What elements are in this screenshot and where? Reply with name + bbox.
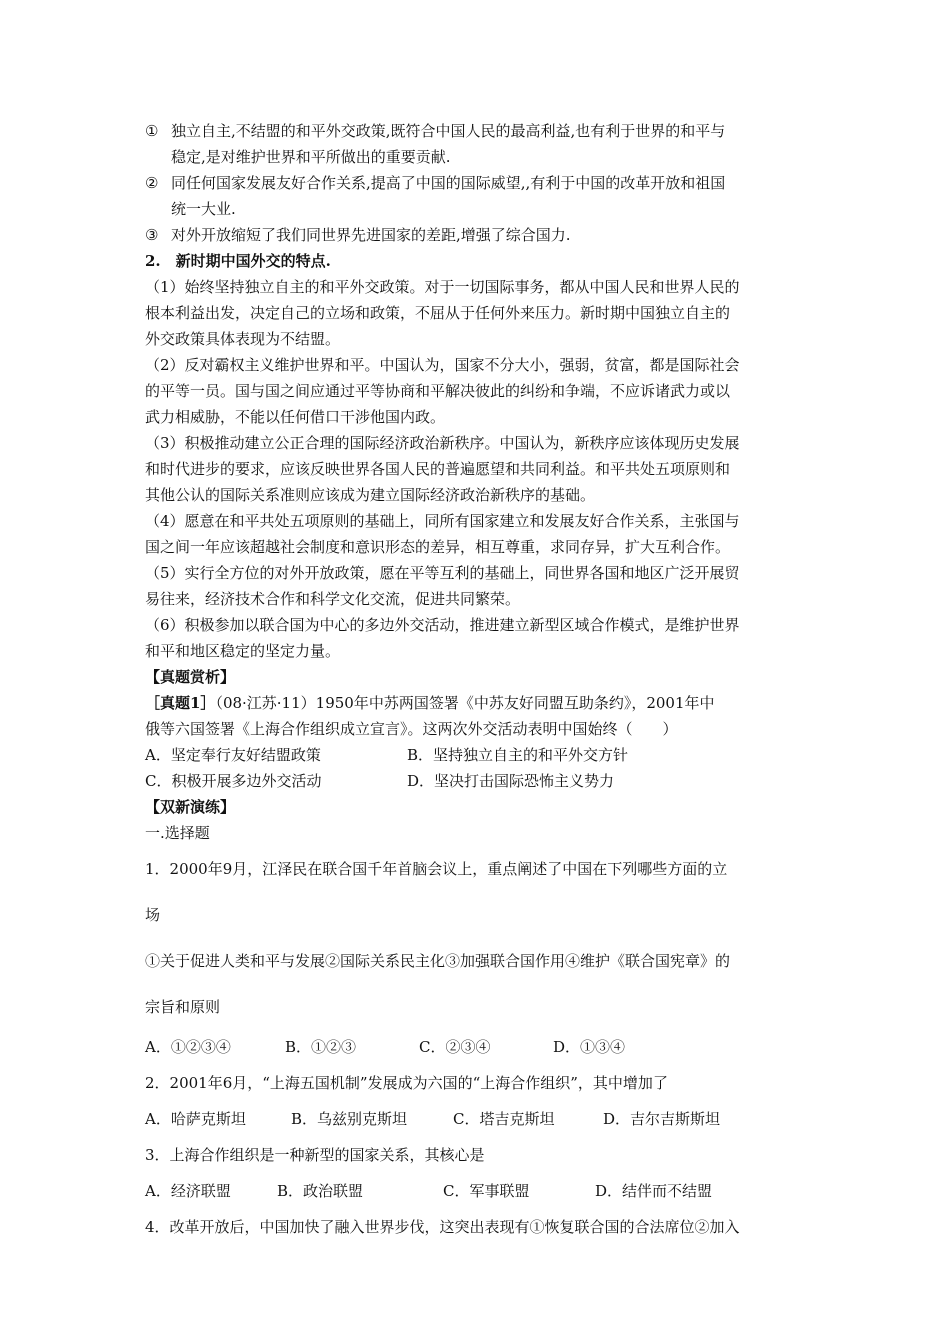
list-text: 稳定,是对维护世界和平所做出的重要贡献. — [171, 148, 451, 166]
feature-paragraph — [145, 352, 810, 430]
question-text: ①关于促进人类和平与发展②国际关系民主化③加强联合国作用④维护《联合国宪章》的 — [145, 952, 731, 970]
option: A．坚定奉行友好结盟政策 — [145, 746, 321, 764]
question-text: 1．2000年9月，江泽民在联合国千年首脑会议上，重点阐述了中国在下列哪些方面的立 — [145, 860, 728, 878]
list-item — [145, 170, 810, 222]
option-row — [145, 1178, 810, 1204]
question-text: 3．上海合作组织是一种新型的国家关系，其核心是 — [145, 1146, 485, 1164]
paragraph-line: 武力相威胁，不能以任何借口干涉他国内政。 — [145, 408, 446, 426]
option: D．①③④ — [553, 1038, 626, 1056]
option: A．哈萨克斯坦 — [145, 1110, 246, 1128]
paragraph-line: 和时代进步的要求，应该反映世界各国人民的普遍愿望和共同利益。和平共处五项原则和 — [145, 460, 731, 478]
question-item — [145, 856, 810, 1060]
question-item — [145, 1142, 810, 1204]
feature-paragraph — [145, 430, 810, 508]
list-marker: ① — [145, 122, 159, 140]
option-row — [145, 1106, 810, 1132]
benefit-list — [145, 118, 810, 248]
question-text: 宗旨和原则 — [145, 998, 221, 1016]
option-row — [145, 768, 810, 794]
paragraph-line: （1）始终坚持独立自主的和平外交政策。对于一切国际事务，都从中国人民和世界人民的 — [145, 278, 740, 296]
question-list — [145, 856, 810, 1240]
paragraph-line: （5）实行全方位的对外开放政策，愿在平等互利的基础上，同世界各国和地区广泛开展贸 — [145, 564, 740, 582]
paragraph-line: 易往来，经济技术合作和科学文化交流，促进共同繁荣。 — [145, 590, 521, 608]
section-heading: 2. 新时期中国外交的特点. — [145, 252, 331, 270]
paragraph-line: （6）积极参加以联合国为中心的多边外交活动，推进建立新型区域合作模式，是维护世界 — [145, 616, 740, 634]
list-item — [145, 222, 810, 248]
option: B．乌兹别克斯坦 — [291, 1110, 408, 1128]
list-text: 统一大业. — [171, 200, 236, 218]
option: B．①②③ — [285, 1038, 357, 1056]
list-marker: ③ — [145, 226, 159, 244]
document-page — [145, 118, 810, 1240]
question-item — [145, 1070, 810, 1132]
option: B．坚持独立自主的和平外交方针 — [407, 746, 629, 764]
question-label: ［真题1］ — [145, 694, 216, 712]
question-text: 场 — [145, 906, 161, 924]
list-text: 独立自主,不结盟的和平外交政策,既符合中国人民的最高利益,也有利于世界的和平与 — [171, 122, 726, 140]
paragraph-line: 和平和地区稳定的坚定力量。 — [145, 642, 341, 660]
option: C．塔吉克斯坦 — [453, 1110, 555, 1128]
paragraph-line: （3）积极推动建立公正合理的国际经济政治新秩序。中国认为，新秩序应该体现历史发展 — [145, 434, 740, 452]
feature-paragraph — [145, 560, 810, 612]
list-text: 同任何国家发展友好合作关系,提高了中国的国际威望,,有利于中国的改革开放和祖国 — [171, 174, 726, 192]
paragraph-line: （4）愿意在和平共处五项原则的基础上，同所有国家建立和发展友好合作关系，主张国与 — [145, 512, 740, 530]
option-row — [145, 742, 810, 768]
question-text: 俄等六国签署《上海合作组织成立宣言》。这两次外交活动表明中国始终（ ） — [145, 720, 678, 738]
option-row — [145, 1034, 810, 1060]
option: A．经济联盟 — [145, 1182, 231, 1200]
option: C．军事联盟 — [443, 1182, 530, 1200]
paragraph-line: （2）反对霸权主义维护世界和平。中国认为，国家不分大小，强弱，贫富，都是国际社会 — [145, 356, 740, 374]
question-text: 4．改革开放后，中国加快了融入世界步伐，这突出表现有①恢复联合国的合法席位②加入 — [145, 1218, 740, 1236]
option: D．结伴而不结盟 — [595, 1182, 713, 1200]
question-type-label: 一.选择题 — [145, 824, 210, 842]
option: D．坚决打击国际恐怖主义势力 — [407, 772, 615, 790]
features-list — [145, 274, 810, 664]
option: B．政治联盟 — [277, 1182, 364, 1200]
option: C．②③④ — [419, 1038, 491, 1056]
paragraph-line: 根本利益出发，决定自己的立场和政策，不屈从于任何外来压力。新时期中国独立自主的 — [145, 304, 731, 322]
real-question — [145, 690, 810, 794]
feature-paragraph — [145, 274, 810, 352]
option: C．积极开展多边外交活动 — [145, 772, 322, 790]
section-heading: 【双新演练】 — [145, 798, 236, 816]
question-item — [145, 1214, 810, 1240]
feature-paragraph — [145, 508, 810, 560]
question-text: （08·江苏·11）1950年中苏两国签署《中苏友好同盟互助条约》，2001年中 — [215, 694, 715, 712]
section-heading: 【真题赏析】 — [145, 668, 236, 686]
list-item — [145, 118, 810, 170]
list-marker: ② — [145, 174, 159, 192]
list-text: 对外开放缩短了我们同世界先进国家的差距,增强了综合国力. — [171, 226, 571, 244]
paragraph-line: 国之间一年应该超越社会制度和意识形态的差异，相互尊重，求同存异，扩大互利合作。 — [145, 538, 731, 556]
feature-paragraph — [145, 612, 810, 664]
paragraph-line: 其他公认的国际关系准则应该成为建立国际经济政治新秩序的基础。 — [145, 486, 596, 504]
paragraph-line: 外交政策具体表现为不结盟。 — [145, 330, 341, 348]
question-text: 2．2001年6月，“上海五国机制”发展成为六国的“上海合作组织”，其中增加了 — [145, 1074, 668, 1092]
paragraph-line: 的平等一员。国与国之间应通过平等协商和平解决彼此的纠纷和争端，不应诉诸武力或以 — [145, 382, 731, 400]
option: D．吉尔吉斯斯坦 — [603, 1110, 721, 1128]
option: A．①②③④ — [145, 1038, 231, 1056]
